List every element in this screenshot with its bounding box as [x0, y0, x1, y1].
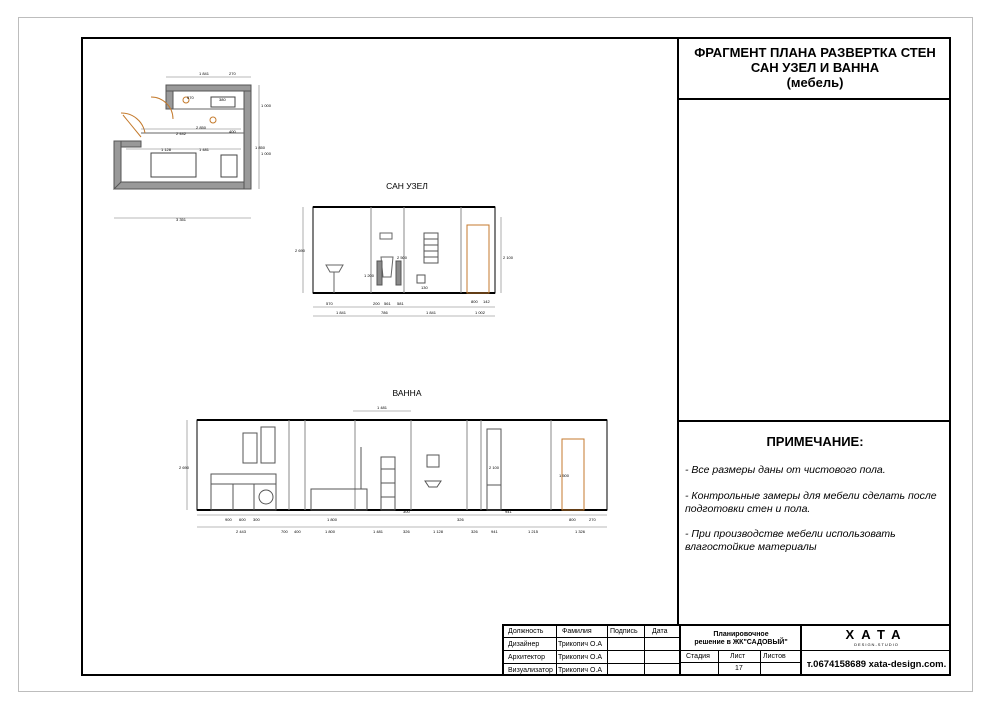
- project-line-2: решение в ЖК"САДОВЫЙ": [694, 639, 788, 646]
- stamp-rule: [644, 626, 645, 676]
- stamp-col-surname: Фамилия: [562, 628, 592, 635]
- note-item: - Все размеры даны от чистового пола.: [685, 464, 886, 476]
- plan-dim: 3 351: [176, 217, 187, 222]
- vanna-dim: 700: [281, 529, 288, 534]
- stage-label: Стадия: [686, 653, 710, 660]
- drawings-svg: [81, 37, 679, 676]
- vanna-dim: 2 690: [179, 465, 190, 470]
- brand-logo: ХАТА: [845, 627, 908, 642]
- plan-dim: 1 128: [161, 147, 172, 152]
- plan-dim: 1 000: [261, 103, 272, 108]
- plan-dim: 380: [219, 97, 226, 102]
- vanna-elevation: [187, 411, 607, 527]
- san-dim: 2 500: [397, 255, 408, 260]
- stamp-rule: [504, 637, 679, 638]
- title-block: [679, 37, 951, 100]
- vanna-dim: 2 100: [489, 465, 500, 470]
- stamp-role: Архитектор: [508, 654, 545, 661]
- stamp-col-position: Должность: [508, 628, 544, 635]
- sheet-number: 17: [735, 665, 743, 672]
- stamp-rule: [504, 650, 679, 651]
- notes-heading: ПРИМЕЧАНИЕ:: [766, 434, 864, 449]
- plan-dim: 270: [229, 71, 236, 76]
- stamp-name: Трикопич О.А: [558, 641, 603, 648]
- stamp-col-signature: Подпись: [610, 628, 638, 635]
- san-dim: 561: [384, 301, 391, 306]
- stamp-rule: [802, 650, 951, 651]
- vanna-dim: 1 800: [327, 517, 338, 522]
- san-dim: 200: [373, 301, 380, 306]
- vanna-dim: 326: [403, 529, 410, 534]
- plan-dim: 1 850: [255, 145, 266, 150]
- vanna-dim: 1 481: [377, 405, 388, 410]
- vanna-dim: 326: [457, 517, 464, 522]
- contacts: т.0674158689 xata-design.com.: [806, 659, 947, 670]
- stamp-role: Визуализатор: [508, 667, 553, 674]
- drawing-area: [81, 37, 679, 676]
- stamp-block: [502, 624, 951, 676]
- notes-block: [679, 422, 951, 624]
- stamp-rule: [556, 626, 557, 676]
- project-line-1: Планировочное: [713, 631, 769, 638]
- stamp-rule: [760, 650, 761, 676]
- stamp-role: Дизайнер: [508, 641, 540, 648]
- vanna-dim: 400: [294, 529, 301, 534]
- san-dim: 1 841: [336, 310, 347, 315]
- vanna-dim: 600: [239, 517, 246, 522]
- san-dim: 581: [397, 301, 404, 306]
- san-dim: 130: [421, 285, 428, 290]
- vanna-dim: 941: [505, 509, 512, 514]
- vanna-dim: 941: [491, 529, 498, 534]
- san-dim: 570: [326, 301, 333, 306]
- vanna-dim: 270: [589, 517, 596, 522]
- vanna-dim: 800: [569, 517, 576, 522]
- stamp-rule: [681, 662, 800, 663]
- note-item: - Контрольные замеры для мебели сделать после подготовки стен и пола.: [685, 490, 937, 515]
- vanna-dim: 1 481: [373, 529, 384, 534]
- stamp-rule: [679, 626, 681, 676]
- title-line-3: (мебель): [786, 75, 844, 90]
- stamp-rule: [607, 626, 608, 676]
- san-dim: 2 100: [503, 255, 514, 260]
- plan-dim: 2 850: [196, 125, 207, 130]
- vanna-dim: 300: [403, 509, 410, 514]
- vanna-dim: 300: [253, 517, 260, 522]
- sheets-label: Листов: [763, 653, 786, 660]
- san-dim: 786: [381, 310, 388, 315]
- san-dim: 2 690: [295, 248, 306, 253]
- vanna-dim: 1 128: [433, 529, 444, 534]
- blank-area: [679, 100, 951, 422]
- stamp-name: Трикопич О.А: [558, 654, 603, 661]
- plan-dim: 400: [229, 129, 236, 134]
- vanna-dim: 1 215: [528, 529, 539, 534]
- plan-dim: 1 000: [261, 151, 272, 156]
- vanna-dim: 900: [225, 517, 232, 522]
- san-dim: 1 002: [475, 310, 486, 315]
- stamp-name: Трикопич О.А: [558, 667, 603, 674]
- stamp-rule: [504, 663, 679, 664]
- san-uzel-label: САН УЗЕЛ: [386, 181, 428, 191]
- stamp-rule: [681, 650, 800, 651]
- stamp-rule: [718, 650, 719, 676]
- plan-dim: 570: [187, 95, 194, 100]
- vanna-dim: 326: [471, 529, 478, 534]
- title-line-2: САН УЗЕЛ И ВАННА: [750, 60, 880, 75]
- plan-dim: 1 841: [199, 71, 210, 76]
- plan-dim: 2 442: [176, 131, 187, 136]
- san-dim: 1 200: [364, 273, 375, 278]
- stamp-col-date: Дата: [652, 628, 668, 635]
- plan-dim: 1 481: [199, 147, 210, 152]
- sheet-label: Лист: [730, 653, 746, 660]
- vanna-dim: 1 800: [325, 529, 336, 534]
- note-item: - При производстве мебели использовать влагостойкие материалы: [685, 528, 896, 553]
- vanna-dim: 2 443: [236, 529, 247, 534]
- vanna-dim: 1 326: [575, 529, 586, 534]
- brand-subtitle: DESIGN-STUDIO: [854, 642, 899, 647]
- san-dim: 800: [471, 299, 478, 304]
- vanna-dim: 1 500: [559, 473, 570, 478]
- right-panel: [677, 37, 951, 624]
- san-dim: 1 841: [426, 310, 437, 315]
- san-dim: 142: [483, 299, 490, 304]
- title-line-1: ФРАГМЕНТ ПЛАНА РАЗВЕРТКА СТЕН: [694, 45, 936, 60]
- vanna-label: ВАННА: [392, 388, 422, 398]
